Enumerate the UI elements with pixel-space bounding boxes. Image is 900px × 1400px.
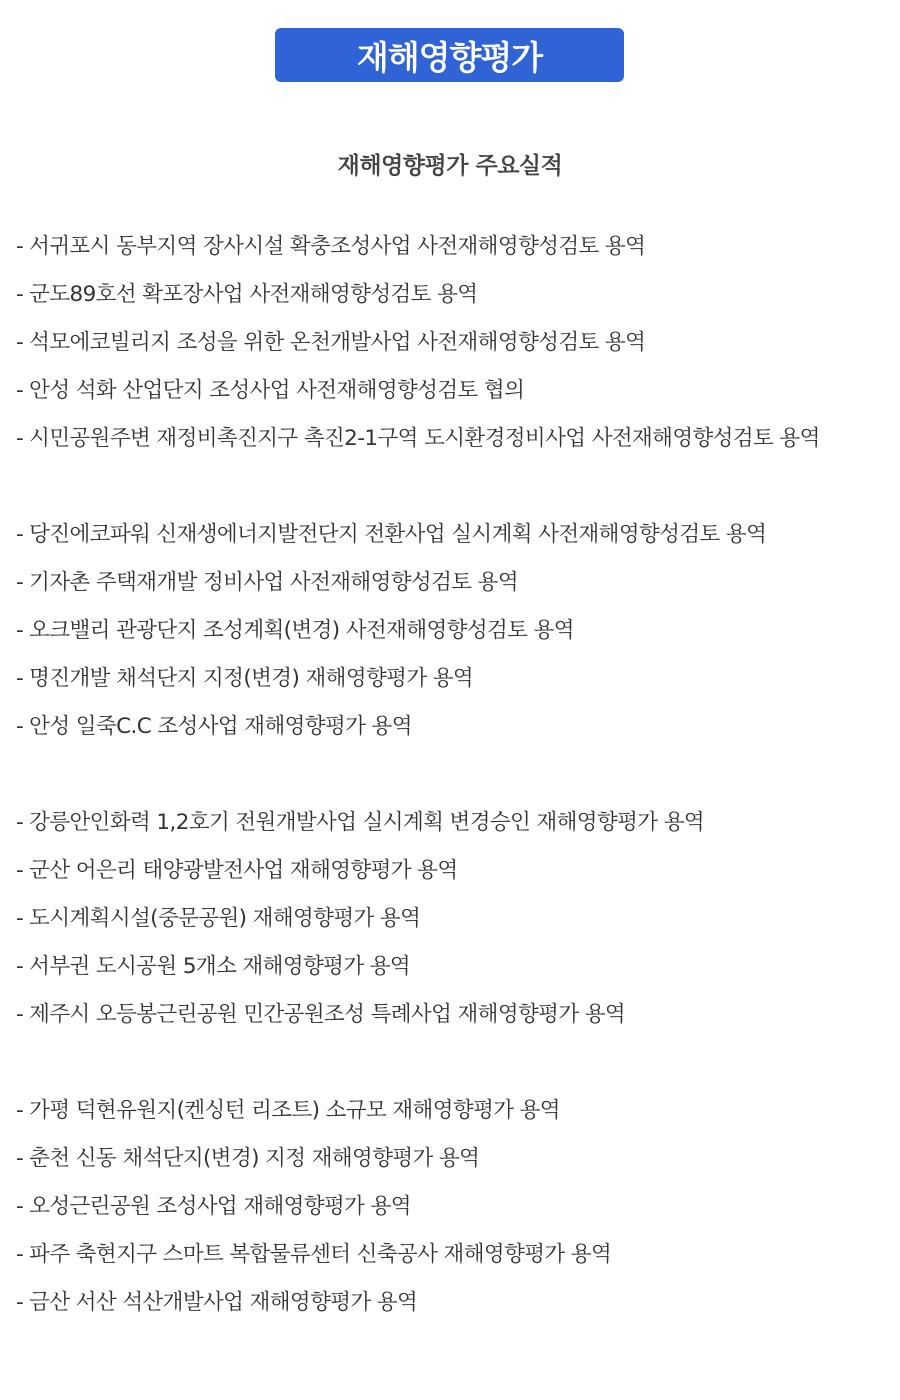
list-item-text: 춘천 신동 채석단지(변경) 지정 재해영향평가 용역: [29, 1146, 480, 1171]
list-item-text: 안성 일죽C.C 조성사업 재해영향평가 용역: [29, 714, 412, 739]
list-item: [16, 852, 896, 900]
list-item-text: 석모에코빌리지 조성을 위한 온천개발사업 사전재해영향성검토 용역: [29, 330, 646, 355]
list-item: [16, 660, 896, 708]
list-item-text: 도시계획시설(중문공원) 재해영향평가 용역: [29, 906, 421, 931]
dash-bullet: -: [16, 282, 24, 307]
dash-bullet: -: [16, 618, 24, 643]
list-item-text: 오성근린공원 조성사업 재해영향평가 용역: [29, 1194, 411, 1219]
list-item: [16, 1188, 896, 1236]
list-item-text: 시민공원주변 재정비촉진지구 촉진2-1구역 도시환경정비사업 사전재해영향성검토 용역: [29, 426, 820, 451]
list-item: [16, 516, 896, 564]
list-item: [16, 1284, 896, 1332]
dash-bullet: -: [16, 426, 24, 451]
dash-bullet: -: [16, 522, 24, 547]
list-item-text: 안성 석화 산업단지 조성사업 사전재해영향성검토 협의: [29, 378, 525, 403]
list-item: [16, 948, 896, 996]
list-item: [16, 228, 896, 276]
list-item-text: 군도89호선 확포장사업 사전재해영향성검토 용역: [29, 282, 478, 307]
project-group-1: [16, 228, 896, 468]
dash-bullet: -: [16, 954, 24, 979]
project-list: [16, 228, 896, 1380]
dash-bullet: -: [16, 1002, 24, 1027]
project-group-2: [16, 516, 896, 756]
list-item: [16, 564, 896, 612]
list-item-text: 제주시 오등봉근린공원 민간공원조성 특례사업 재해영향평가 용역: [29, 1002, 626, 1027]
list-item-text: 오크밸리 관광단지 조성계획(변경) 사전재해영향성검토 용역: [29, 618, 574, 643]
list-item: [16, 804, 896, 852]
list-item: [16, 372, 896, 420]
page-title: 재해영향평가: [356, 37, 543, 77]
list-item: [16, 900, 896, 948]
dash-bullet: -: [16, 570, 24, 595]
list-item-text: 기자촌 주택재개발 정비사업 사전재해영향성검토 용역: [29, 570, 518, 595]
project-group-4: [16, 1092, 896, 1332]
list-item-text: 가평 덕현유원지(켄싱턴 리조트) 소규모 재해영향평가 용역: [29, 1098, 560, 1123]
list-item: [16, 1092, 896, 1140]
dash-bullet: -: [16, 234, 24, 259]
dash-bullet: -: [16, 1242, 24, 1267]
dash-bullet: -: [16, 1194, 24, 1219]
dash-bullet: -: [16, 330, 24, 355]
dash-bullet: -: [16, 378, 24, 403]
list-item: [16, 708, 896, 756]
list-item-text: 파주 축현지구 스마트 복합물류센터 신축공사 재해영향평가 용역: [29, 1242, 612, 1267]
dash-bullet: -: [16, 1290, 24, 1315]
dash-bullet: -: [16, 858, 24, 883]
dash-bullet: -: [16, 906, 24, 931]
list-item-text: 서부권 도시공원 5개소 재해영향평가 용역: [29, 954, 411, 979]
project-group-3: [16, 804, 896, 1044]
list-item: [16, 1140, 896, 1188]
dash-bullet: -: [16, 1098, 24, 1123]
list-item: [16, 276, 896, 324]
list-item-text: 강릉안인화력 1,2호기 전원개발사업 실시계획 변경승인 재해영향평가 용역: [29, 810, 705, 835]
list-item-text: 서귀포시 동부지역 장사시설 확충조성사업 사전재해영향성검토 용역: [29, 234, 646, 259]
section-subtitle: 재해영향평가 주요실적: [337, 153, 563, 179]
page-title-badge: [275, 28, 624, 82]
list-item: [16, 996, 896, 1044]
list-item: [16, 612, 896, 660]
dash-bullet: -: [16, 666, 24, 691]
list-item-text: 당진에코파워 신재생에너지발전단지 전환사업 실시계획 사전재해영향성검토 용역: [29, 522, 767, 547]
list-item-text: 명진개발 채석단지 지정(변경) 재해영향평가 용역: [29, 666, 474, 691]
list-item: [16, 420, 896, 468]
list-item-text: 금산 서산 석산개발사업 재해영향평가 용역: [29, 1290, 418, 1315]
list-item-text: 군산 어은리 태양광발전사업 재해영향평가 용역: [29, 858, 458, 883]
dash-bullet: -: [16, 714, 24, 739]
dash-bullet: -: [16, 1146, 24, 1171]
list-item: [16, 324, 896, 372]
dash-bullet: -: [16, 810, 24, 835]
list-item: [16, 1236, 896, 1284]
